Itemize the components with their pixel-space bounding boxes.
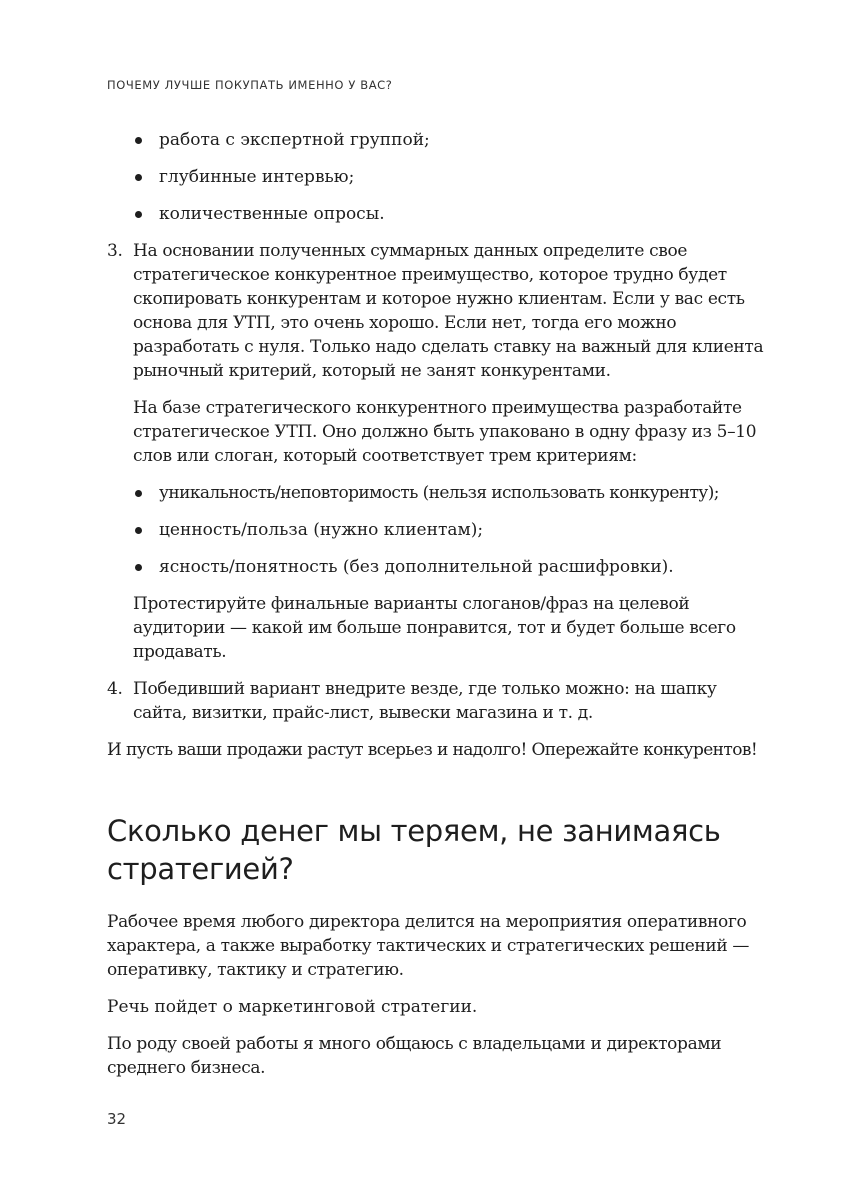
bullet-icon: [135, 211, 142, 218]
numbered-item-4: [107, 677, 767, 725]
bullet-icon: [135, 564, 142, 571]
list-item: количественные опросы.: [131, 202, 767, 226]
list-item: ценность/польза (нужно клиентам);: [131, 518, 767, 542]
bullet-icon: [135, 527, 142, 534]
list-item: глубинные интервью;: [131, 165, 767, 189]
closing-paragraph: И пусть ваши продажи растут всерьез и надолго! Опережайте конкурентов!: [107, 740, 758, 760]
bullet-icon: [135, 137, 142, 144]
usp-criteria-list: [107, 481, 767, 579]
numbered-item-3: [107, 239, 767, 383]
bullet-icon: [135, 490, 142, 497]
list-item: ясность/понятность (без дополнительной расшифровки).: [131, 555, 767, 579]
list-item: работа с экспертной группой;: [131, 128, 767, 152]
page-content: [107, 128, 767, 1093]
item-number: 3.: [107, 241, 123, 261]
running-head: ПОЧЕМУ ЛУЧШЕ ПОКУПАТЬ ИМЕННО У ВАС?: [107, 78, 393, 92]
bullet-icon: [135, 174, 142, 181]
body-paragraph: Рабочее время любого директора делится на мероприятия оперативного характера, а также выработку тактических и стратегических решений — оперативку, тактику и стратегию.: [107, 912, 750, 980]
body-paragraph: По роду своей работы я много общаюсь с владельцами и директорами среднего бизнеса.: [107, 1034, 722, 1078]
item-text: Победивший вариант внедрите везде, где только можно: на шапку сайта, визитки, прайс-лист, вывески магазина и т. д.: [133, 679, 717, 723]
item-text: На основании полученных суммарных данных определите свое стратегическое конкурентное преимущество, которое трудно будет скопировать конкурентам и которое нужно клиентам. Если у вас есть основа для УТП, это очень хорошо. Если нет, тогда его можно разработать с нуля. Только надо сделать ставку на важный для клиента рыночный критерий, который не занят конкурентами.: [133, 241, 764, 381]
item-number: 4.: [107, 679, 123, 699]
page-number: 32: [107, 1110, 127, 1128]
body-paragraph: Речь пойдет о маркетинговой стратегии.: [107, 997, 478, 1017]
list-item: уникальность/неповторимость (нельзя использовать конкуренту);: [131, 481, 767, 505]
usp-paragraph: На базе стратегического конкурентного преимущества разработайте стратегическое УТП. Оно должно быть упаковано в одну фразу из 5–10 слов или слоган, который соответствует трем критериям:: [133, 398, 757, 466]
section-heading: Сколько денег мы теряем, не занимаясь стратегией?: [107, 814, 721, 886]
testing-paragraph: Протестируйте финальные варианты слоганов/фраз на целевой аудитории — какой им больше понравится, тот и будет больше всего продавать.: [133, 594, 736, 662]
research-methods-list: [107, 128, 767, 226]
